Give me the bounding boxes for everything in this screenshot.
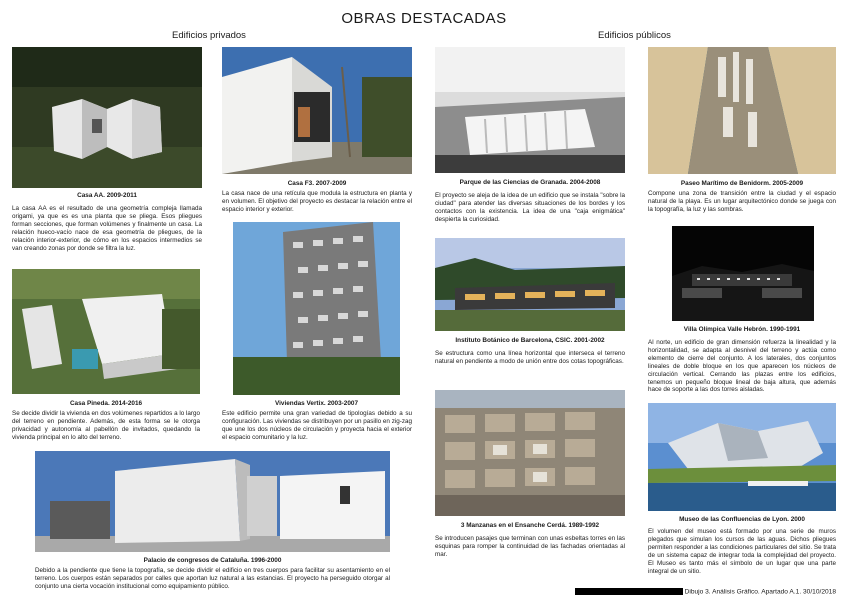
vertix-description: Este edificio permite una gran variedad de tipologías debido a su configuración. Las viviendas se distribuyen por un pasillo en zig-zag que une los dos núcleos de circulación y proyecta hacia el exterior el espacio comunitario y la luz. — [222, 410, 412, 441]
parque-ciencias-photo — [435, 47, 625, 173]
footer — [575, 588, 836, 595]
redacted-author-block — [575, 588, 683, 595]
parque-ciencias-description: El proyecto se aleja de la idea de un edificio que se instala "sobre la ciudad" para atender las diversas situaciones de los bordes y los contactos con la existencia. La idea de una "caja enigmática" despierta la curiosidad. — [435, 192, 625, 223]
museo-confluencias-photo — [648, 403, 836, 511]
tres-manzanas-photo — [435, 390, 625, 516]
benidorm-caption: Paseo Marítimo de Benidorm. 2005-2009 — [680, 180, 804, 187]
parque-ciencias-caption: Parque de las Ciencias de Granada. 2004-2008 — [459, 179, 601, 186]
casa-aa-description: La casa AA es el resultado de una geometría compleja llamada origami, ya que es es una planta que se pliega. Esos pliegues forman secciones, que forman volúmenes y finalmente un casa. La relación hueco-vacío nace de esa geometría de pliegues, de la relación interior-exterior, de cómo en los espacios intermedios se van creando zonas por donde se filtra la luz. — [12, 205, 202, 252]
page-title: OBRAS DESTACADAS — [341, 10, 507, 27]
casa-pineda-caption: Casa Pineda. 2014-2016 — [69, 400, 143, 407]
casa-f3-caption: Casa F3. 2007-2009 — [287, 180, 347, 187]
section-heading-public: Edificios públicos — [598, 30, 671, 41]
benidorm-description: Compone una zona de transición entre la ciudad y el espacio natural de la playa. Es un lugar arquitectónico donde se juega con la topografía, la luz y las sombras. — [648, 190, 836, 213]
museo-confluencias-description: El volumen del museo está formado por una serie de muros plegados que simulan los cursos de las aguas. Dichos pliegues permiten responder a las condiciones particulares del sitio. Se trata de un sistema capaz de integrar toda la complejidad del proyecto. El Museo es tanto más el símbolo de un lugar que una parte integral de un sitio. — [648, 528, 836, 575]
casa-aa-photo — [12, 47, 202, 188]
casa-aa-caption: Casa AA. 2009-2011 — [77, 192, 137, 199]
casa-pineda-description: Se decide dividir la vivienda en dos volúmenes repartidos a lo largo del terreno en pendiente. Además, de esta forma se le otorga privacidad y autonomía al pabellón de invitados, quedando la vivienda principal en lo alto del terreno. — [12, 410, 200, 441]
section-heading-private: Edificios privados — [172, 30, 246, 41]
casa-f3-photo — [222, 47, 412, 174]
tres-manzanas-caption: 3 Manzanas en el Ensanche Cerdá. 1989-1992 — [460, 522, 600, 529]
vertix-caption: Viviendas Vertix. 2003-2007 — [274, 400, 359, 407]
instituto-botanico-caption: Instituto Botánico de Barcelona, CSIC. 2001-2002 — [455, 337, 605, 344]
villa-olimpica-caption: Villa Olímpica Valle Hebrón. 1990-1991 — [683, 326, 801, 333]
tres-manzanas-description: Se introducen pasajes que terminan con unas esbeltas torres en las esquinas para romper la continuidad de las fachadas orientadas al mar. — [435, 535, 625, 558]
palacio-congresos-caption: Palacio de congresos de Cataluña. 1996-2000 — [143, 557, 282, 564]
casa-f3-description: La casa nace de una retícula que modula la estructura en planta y en volumen. El objetivo del proyecto es destacar la relación entre el espacio interior y exterior. — [222, 190, 412, 213]
villa-olimpica-photo — [672, 226, 814, 321]
instituto-botanico-description: Se estructura como una línea horizontal que interseca el terreno natural en pendiente a modo de unión entre dos cotas topográficas. — [435, 350, 625, 365]
palacio-congresos-photo — [35, 451, 390, 552]
palacio-congresos-description: Debido a la pendiente que tiene la topografía, se decide dividir el edificio en tres cuerpos para facilitar su asentamiento en el terreno. Los cuerpos están separados por calles que aportan luz natural a las estancias. El proyecto ha perseguido otorgar al conjunto una cierta vocación institucional como equipamiento público. — [35, 567, 390, 590]
casa-pineda-photo — [12, 269, 200, 394]
benidorm-photo — [648, 47, 836, 174]
instituto-botanico-photo — [435, 238, 625, 331]
vertix-photo — [233, 222, 400, 395]
museo-confluencias-caption: Museo de las Confluencias de Lyon. 2000 — [679, 516, 805, 523]
villa-olimpica-description: Al norte, un edificio de gran dimensión refuerza la linealidad y la horizontalidad, se adapta al desnivel del terreno y actúa como elemento de cierre del conjunto. A los laterales, dos conjuntos lineales de doble bloque en los que aparecen los núcleos de circulación vertical. Cerrando las plazas entre los edificios, tenemos un pequeño bloque lineal de baja altura, que además hace de soporte a las dos torres aisladas. — [648, 339, 836, 394]
footer-text: Dibujo 3. Análisis Gráfico. Apartado A.1. 30/10/2018 — [684, 588, 836, 596]
